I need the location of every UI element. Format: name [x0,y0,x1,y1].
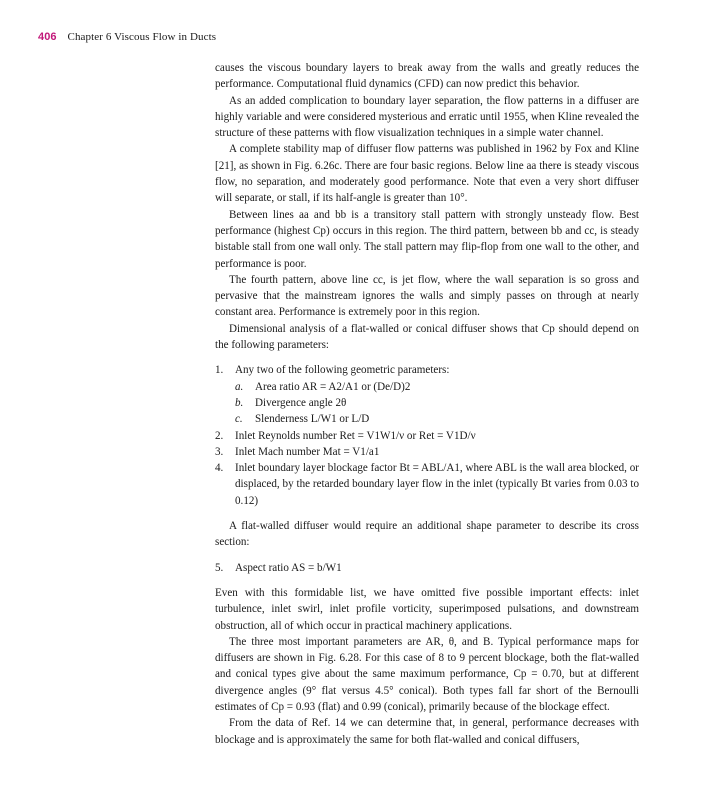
paragraph-6: Dimensional analysis of a flat-walled or conical diffuser shows that Cp should depend on the following parameters: [215,322,639,352]
paragraph-10: From the data of Ref. 14 we can determine that, in general, performance decreases with blockage and is approximately the same for both flat-walled and conical diffusers, [215,717,639,746]
paragraph-2: As an added complication to boundary layer separation, the flow patterns in a diffuser are highly variable and were considered mysterious and erratic until 1955, when Kline revealed the structure of these patterns with flow visualization techniques in a simple water channel. [215,94,639,140]
paragraph-9: The three most important parameters are AR, θ, and B. Typical performance maps for diffusers are shown in Fig. 6.28. For this case of 8 to 9 percent blockage, both the flat-walled and conical types give about the same maximum performance, Cp = 0.70, but at different divergence angles (9° flat versus 4.5° conical). Both types fall far short of the Bernoulli estimates of Cp = 0.93 (flat) and 0.99 (conical), primarily because of the blockage effect. [215,635,639,713]
shape-parameter-list [215,560,639,576]
list-item: 5. Aspect ratio AS = b/W1 [215,561,342,574]
paragraph-5: The fourth pattern, above line cc, is jet flow, where the wall separation is so gross and pervasive that the mainstream ignores the walls and simply passes on through at nearly constant area. Performance is extremely poor in this region. [215,273,639,319]
list-item: 1. Any two of the following geometric parameters: [215,364,450,377]
running-header [38,31,216,43]
parameter-list [215,362,639,509]
chapter-title: Chapter 6 Viscous Flow in Ducts [67,31,217,43]
list-item: 3. Inlet Mach number Mat = V1/a1 [215,445,380,458]
list-subitem: a. Area ratio AR = A2/A1 or (De/D)2 [235,380,411,393]
list-item: 4. Inlet boundary layer blockage factor Bt = ABL/A1, where ABL is the wall area blocked, or displaced, by the retarded boundary layer flow in the inlet (typically Bt varies from 0.03 to 0.12) [215,462,639,507]
paragraph-8: Even with this formidable list, we have omitted five possible important effects: inlet turbulence, inlet swirl, inlet profile vorticity, superimposed pulsations, and downstream obstruction, all of which occur in practical machinery applications. [215,586,639,632]
page-number: 406 [38,31,57,43]
paragraph-1: causes the viscous boundary layers to break away from the walls and greatly reduces the performance. Computational fluid dynamics (CFD) can now predict this behavior. [215,62,639,91]
list-subitem: b. Divergence angle 2θ [235,396,347,409]
body-text [215,60,639,748]
list-subitem: c. Slenderness L/W1 or L/D [235,413,370,426]
paragraph-3: A complete stability map of diffuser flow patterns was published in 1962 by Fox and Kline [21], as shown in Fig. 6.26c. There are four basic regions. Below line aa there is steady viscous flow, no separation, and moderately good performance. Note that even a very short diffuser will separate, or stall, if its half-angle is greater than 10°. [215,143,639,205]
paragraph-7: A flat-walled diffuser would require an additional shape parameter to describe its cross section: [215,520,639,549]
paragraph-4: Between lines aa and bb is a transitory stall pattern with strongly unsteady flow. Best performance (highest Cp) occurs in this region. The third pattern, between bb and cc, is steady bistable stall from one wall only. The stall pattern may flip-flop from one wall to the other, and performance is poor. [215,208,639,270]
list-item: 2. Inlet Reynolds number Ret = V1W1/ν or Ret = V1D/ν [215,429,476,442]
